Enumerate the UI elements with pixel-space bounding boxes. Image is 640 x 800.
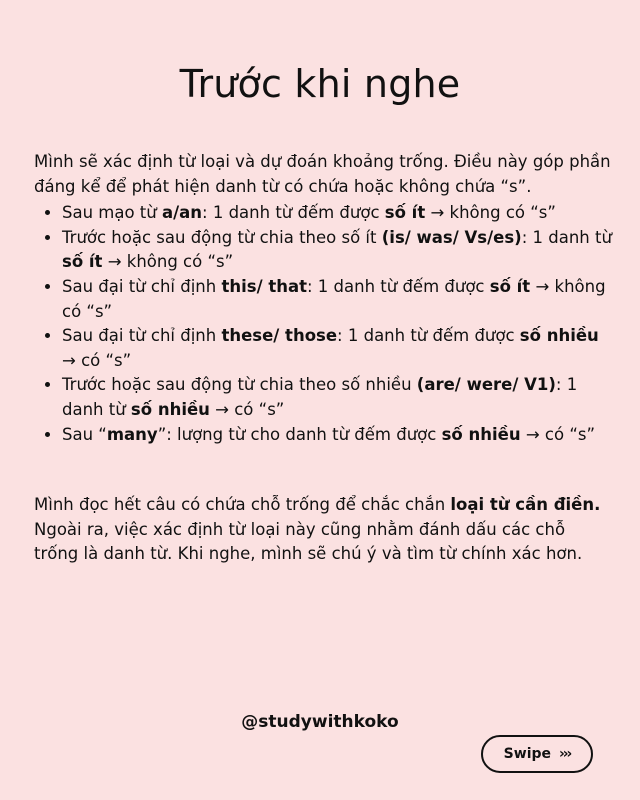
chevrons-right-icon: ››› <box>559 746 571 762</box>
rule-keyword: số nhiều <box>130 399 210 419</box>
rule-text: → không có “s” <box>425 203 556 223</box>
rule-text: Sau đại từ chỉ định <box>62 326 222 346</box>
rule-text: : 1 danh từ <box>521 227 612 247</box>
rule-item <box>62 275 614 324</box>
main-content <box>34 150 614 567</box>
swipe-label: Swipe <box>503 746 552 762</box>
rule-keyword: a/an <box>161 203 203 223</box>
closing-bold: loại từ cần điền. <box>450 495 601 515</box>
rule-keyword: số ít <box>489 276 531 296</box>
closing-lead: Mình đọc hết câu có chứa chỗ trống để chắc chắn <box>34 495 451 515</box>
rule-text: : 1 danh từ <box>62 375 578 419</box>
rule-text: Trước hoặc sau động từ chia theo số nhiều <box>62 375 417 395</box>
rule-item <box>62 423 614 448</box>
rule-keyword: many <box>106 424 158 444</box>
rule-text: : 1 danh từ đếm được <box>337 326 520 346</box>
author-handle: @studywithkoko <box>241 712 399 732</box>
rule-text: → không có “s” <box>62 276 606 321</box>
rule-keyword: số nhiều <box>441 424 521 444</box>
rule-text: : 1 danh từ đếm được <box>202 203 385 223</box>
rule-keyword: số nhiều <box>519 326 599 346</box>
page-title: Trước khi nghe <box>179 62 461 106</box>
swipe-button[interactable] <box>481 735 593 773</box>
closing-paragraph <box>34 493 614 567</box>
rule-item <box>62 226 614 275</box>
rule-item <box>62 201 614 226</box>
rule-text: → không có “s” <box>102 252 234 272</box>
rule-text: → có “s” <box>209 399 285 419</box>
rule-text: Trước hoặc sau động từ chia theo số ít <box>62 227 382 247</box>
rule-item <box>62 324 614 373</box>
rule-keyword: (are/ were/ V1) <box>416 375 556 395</box>
rule-text: → có “s” <box>62 350 132 370</box>
rule-keyword: this/ that <box>221 276 307 296</box>
rule-keyword: số ít <box>62 252 103 272</box>
rule-keyword: these/ those <box>221 326 338 346</box>
intro-paragraph: Mình sẽ xác định từ loại và dự đoán khoảng trống. Điều này góp phần đáng kể để phát hiện danh từ có chứa hoặc không chứa “s”. <box>34 152 611 196</box>
closing-rest: Ngoài ra, việc xác định từ loại này cũng nhằm đánh dấu các chỗ trống là danh từ. Khi nghe, mình sẽ chú ý và tìm từ chính xác hơn. <box>34 519 583 564</box>
rule-keyword: số ít <box>384 203 426 223</box>
rule-text: Sau mạo từ <box>62 203 162 223</box>
rule-text: → có “s” <box>520 424 596 444</box>
rule-keyword: (is/ was/ Vs/es) <box>381 227 522 247</box>
rule-text: Sau “ <box>62 424 107 444</box>
rule-text: ”: lượng từ cho danh từ đếm được <box>157 424 442 444</box>
rule-item <box>62 373 614 422</box>
rules-list <box>34 201 614 447</box>
rule-text: Sau đại từ chỉ định <box>62 276 222 296</box>
rule-text: : 1 danh từ đếm được <box>307 276 490 296</box>
